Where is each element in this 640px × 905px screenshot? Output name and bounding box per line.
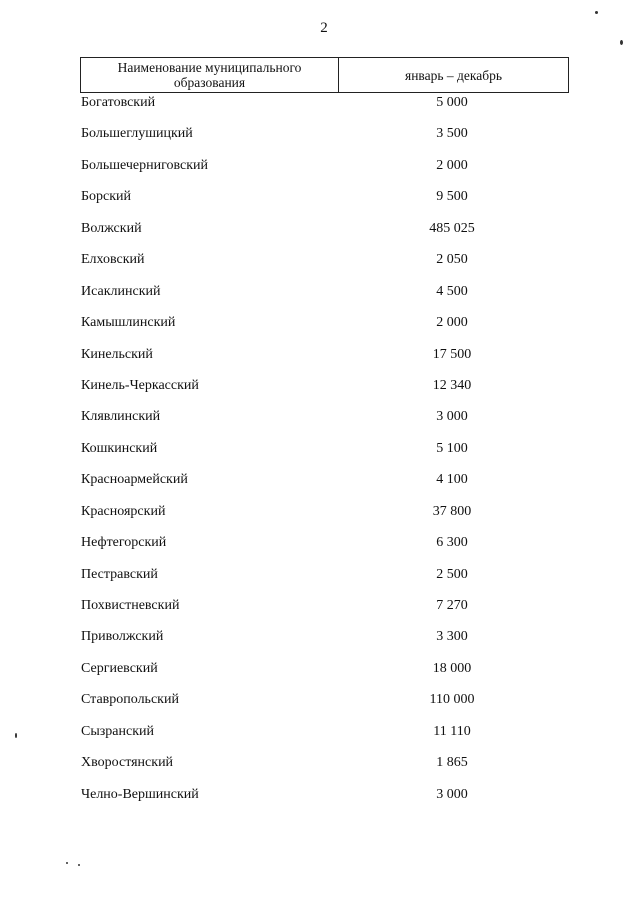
table-row xyxy=(0,465,640,496)
header-municipality-line2: образования xyxy=(173,75,246,90)
table-row xyxy=(0,560,640,591)
row-value: 6 300 xyxy=(436,535,468,551)
row-value: 2 000 xyxy=(436,157,468,173)
table-row xyxy=(0,654,640,685)
table-row xyxy=(0,245,640,276)
row-value: 7 270 xyxy=(436,598,468,613)
table-row xyxy=(0,497,640,528)
row-municipality: Красноярский xyxy=(81,503,166,519)
row-municipality: Приволжский xyxy=(81,629,164,645)
row-value: 4 500 xyxy=(436,283,468,299)
row-municipality: Сызранский xyxy=(81,723,154,739)
row-municipality: Елховский xyxy=(81,252,145,268)
header-period: январь – декабрь xyxy=(404,68,502,83)
row-value: 3 500 xyxy=(436,126,468,142)
row-value: 2 000 xyxy=(436,315,468,331)
table-row xyxy=(0,780,640,811)
table-row xyxy=(0,402,640,433)
row-municipality: Ставропольский xyxy=(81,692,179,708)
row-municipality: Клявлинский xyxy=(81,409,161,425)
table-row xyxy=(0,214,640,245)
scan-speck xyxy=(595,11,598,14)
row-municipality: Челно-Вершинский xyxy=(81,786,199,802)
row-value: 9 500 xyxy=(436,189,468,205)
row-municipality: Кинельский xyxy=(81,346,153,362)
table-row xyxy=(0,685,640,716)
row-municipality: Богатовский xyxy=(81,95,156,110)
table-row xyxy=(0,182,640,213)
header-municipality xyxy=(81,58,339,92)
table-row xyxy=(0,340,640,371)
header-municipality-line1: Наименование муниципального xyxy=(117,60,302,75)
table-row xyxy=(0,748,640,779)
table-row xyxy=(0,119,640,150)
row-value: 5 000 xyxy=(436,95,468,110)
row-municipality: Красноармейский xyxy=(81,472,188,488)
row-value: 485 025 xyxy=(429,220,475,236)
row-municipality: Сергиевский xyxy=(81,660,158,676)
page-number: 2 xyxy=(320,20,328,36)
row-value: 3 000 xyxy=(436,409,468,425)
row-municipality: Пестравский xyxy=(81,566,158,582)
row-municipality: Кошкинский xyxy=(81,440,158,456)
table-row xyxy=(0,308,640,339)
row-municipality: Борский xyxy=(81,189,132,205)
table-row xyxy=(0,277,640,308)
row-municipality: Камышлинский xyxy=(81,315,176,331)
row-municipality: Исаклинский xyxy=(81,283,161,299)
scan-speck xyxy=(620,40,623,45)
table-row xyxy=(0,591,640,622)
row-municipality: Хворостянский xyxy=(81,755,174,771)
row-value: 3 000 xyxy=(436,786,468,802)
table-row xyxy=(0,717,640,748)
scan-speck xyxy=(78,864,80,866)
row-value: 4 100 xyxy=(436,472,468,488)
table-row xyxy=(0,371,640,402)
table-row xyxy=(0,622,640,653)
row-value: 2 050 xyxy=(436,252,468,268)
table-row xyxy=(0,151,640,182)
table-row xyxy=(0,88,640,119)
row-municipality: Большечерниговский xyxy=(81,157,209,173)
row-municipality: Большеглушицкий xyxy=(81,126,193,142)
table-body xyxy=(0,88,640,811)
row-value: 3 300 xyxy=(436,629,468,645)
row-value: 1 865 xyxy=(436,755,468,771)
row-value: 37 800 xyxy=(432,503,472,519)
row-municipality: Нефтегорский xyxy=(81,535,167,551)
row-value: 12 340 xyxy=(432,377,472,393)
row-value: 11 110 xyxy=(433,723,471,739)
row-municipality: Кинель-Черкасский xyxy=(81,377,199,393)
row-municipality: Волжский xyxy=(81,220,142,236)
row-municipality: Похвистневский xyxy=(81,598,180,613)
row-value: 110 000 xyxy=(429,692,475,708)
row-value: 18 000 xyxy=(432,660,472,676)
scan-speck xyxy=(15,733,17,738)
table-row xyxy=(0,528,640,559)
row-value: 5 100 xyxy=(436,440,468,456)
row-value: 17 500 xyxy=(432,346,472,362)
scan-speck xyxy=(66,862,68,864)
table-row xyxy=(0,434,640,465)
row-value: 2 500 xyxy=(436,566,468,582)
